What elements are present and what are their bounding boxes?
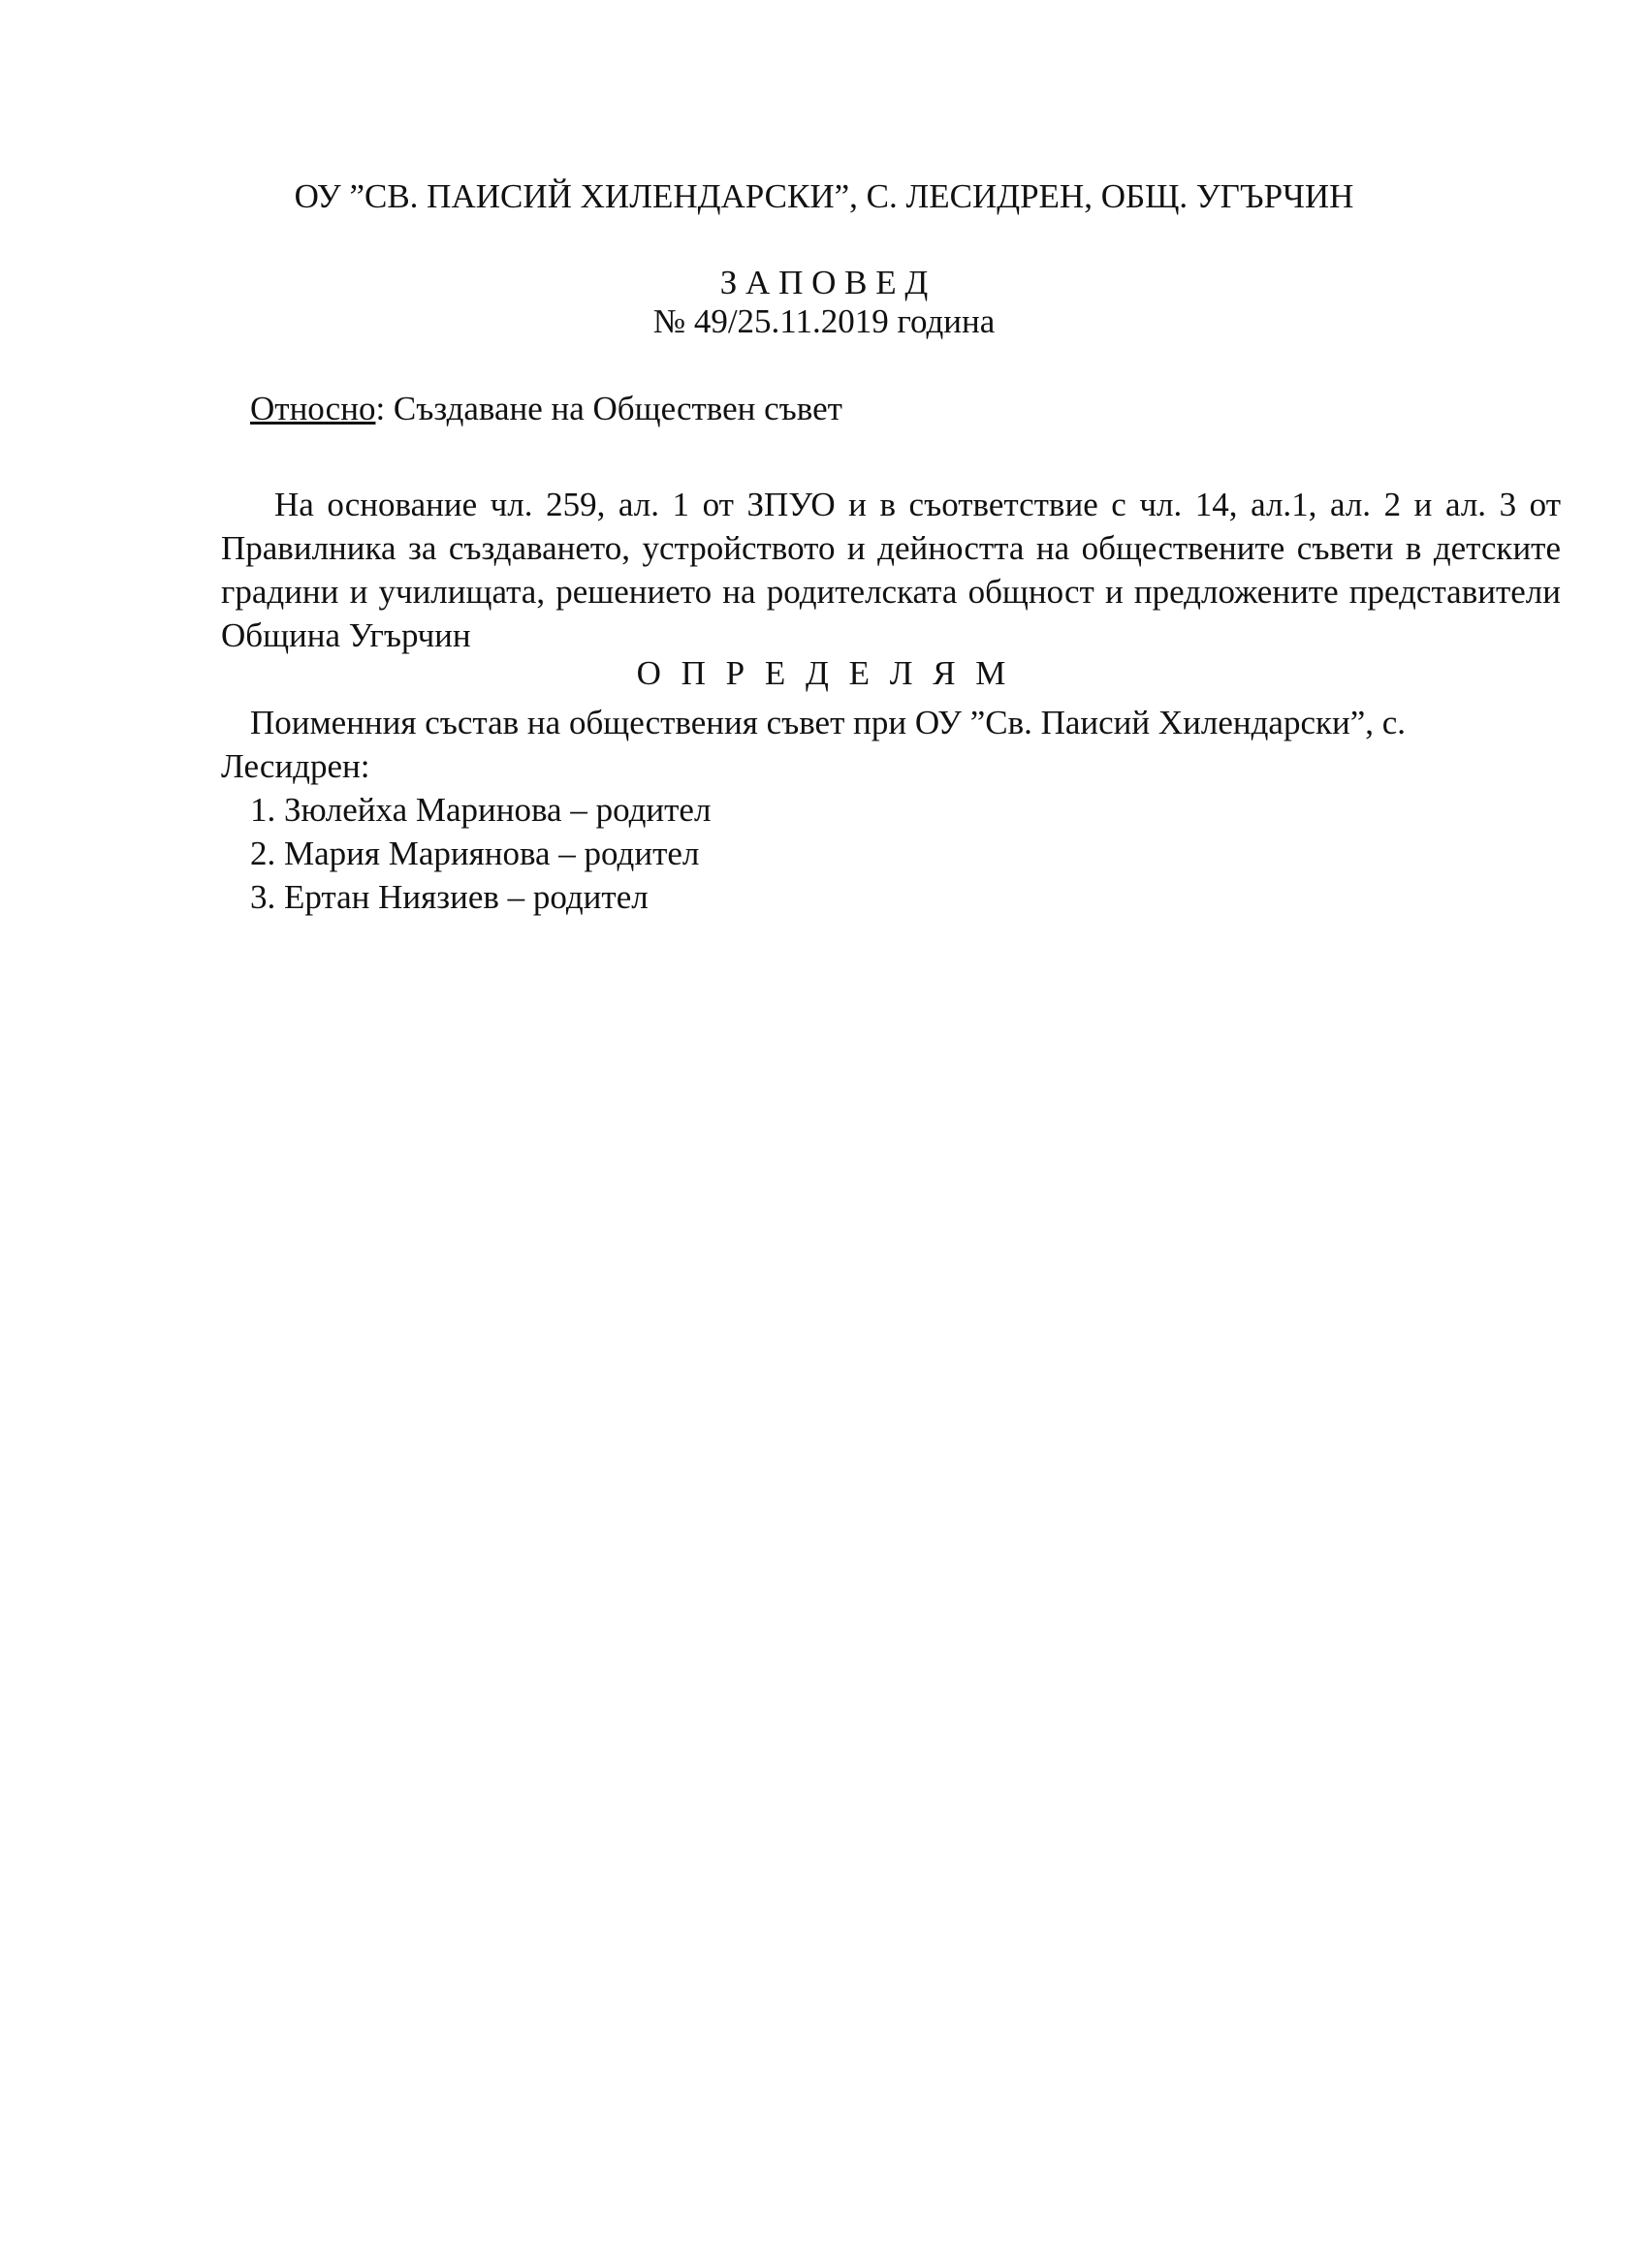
order-title: З А П О В Е Д — [719, 264, 929, 301]
school-header: ОУ ”СВ. ПАИСИЙ ХИЛЕНДАРСКИ”, С. ЛЕСИДРЕН, ОБЩ. УГЪРЧИН — [294, 177, 1354, 215]
order-heading — [0, 264, 1648, 341]
legal-basis-paragraph: На основание чл. 259, ал. 1 от ЗПУО и в съответствие с чл. 14, ал.1, ал. 2 и ал. 3 от Правилника за създаването, устройството и дейността на обществените съвети в детските градини и училищата, решението на родителската общност и предложените представители Община Угърчин — [221, 486, 1561, 654]
member-3: 3. Ертан Ниязиев – родител — [250, 878, 649, 916]
order-number: № 49/25.11.2019 година — [652, 302, 996, 340]
decision-heading: О П Р Е Д Е Л Я М — [636, 654, 1012, 692]
subject-text: : Създаване на Обществен съвет — [375, 390, 842, 427]
members-list — [250, 788, 1561, 919]
members-intro: Поименния състав на обществения съвет при ОУ ”Св. Паисий Хилендарски”, с. Лесидрен: — [221, 704, 1407, 785]
member-2: 2. Мария Мариянова – родител — [250, 835, 700, 872]
council-members-section — [221, 701, 1561, 919]
member-1: 1. Зюлейха Маринова – родител — [250, 791, 712, 829]
subject-label: Относно — [250, 390, 376, 427]
subject-line — [250, 390, 842, 428]
